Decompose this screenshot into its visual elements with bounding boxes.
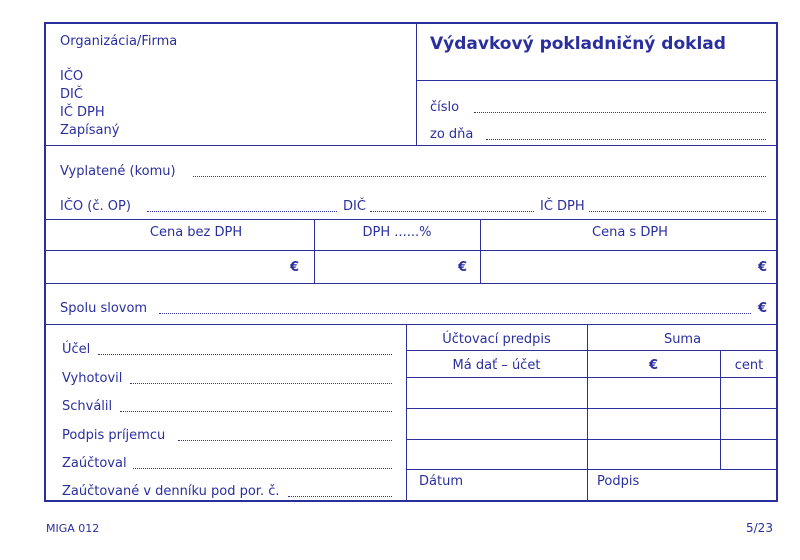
col-divider — [314, 219, 315, 283]
dic-label: DIČ — [60, 87, 83, 102]
spolu-currency: € — [758, 301, 768, 316]
payee-ic-dph-field[interactable] — [589, 211, 766, 212]
cena-s-dph-field[interactable]: € — [758, 260, 768, 275]
euro-header: € — [648, 358, 659, 373]
table-divider — [406, 408, 778, 409]
vyplatene-field[interactable] — [193, 176, 766, 177]
cent-header: cent — [734, 358, 764, 373]
dph-field[interactable]: € — [458, 260, 468, 275]
divider — [46, 324, 778, 325]
cena-bez-dph-field[interactable]: € — [290, 260, 300, 275]
cislo-field[interactable] — [474, 112, 766, 113]
cislo-label: číslo — [430, 100, 460, 115]
expense-receipt-form — [44, 22, 778, 502]
zauctovane-field[interactable] — [288, 496, 392, 497]
ico-op-label: IČO (č. OP) — [60, 199, 131, 214]
ucel-field[interactable] — [98, 354, 392, 355]
payee-ic-dph-label: IČ DPH — [540, 199, 585, 214]
zauctoval-field[interactable] — [133, 468, 392, 469]
table-divider — [406, 377, 778, 378]
spolu-label: Spolu slovom — [60, 301, 148, 316]
suma-header: Suma — [663, 332, 702, 347]
table-divider — [406, 439, 778, 440]
vyhotovil-label: Vyhotovil — [62, 371, 123, 386]
col-divider — [480, 219, 481, 283]
podpis-label: Podpis — [597, 474, 640, 489]
zo-dna-label: zo dňa — [430, 127, 474, 142]
payee-dic-label: DIČ — [343, 199, 366, 214]
divider — [46, 250, 778, 251]
divider — [46, 219, 778, 220]
cena-bez-dph-header: Cena bez DPH — [149, 225, 243, 240]
divider — [46, 145, 778, 146]
document-title: Výdavkový pokladničný doklad — [430, 34, 726, 54]
divider — [46, 283, 778, 284]
zapisany-label: Zapísaný — [60, 123, 120, 138]
ma-dat-ucet-header: Má dať – účet — [452, 358, 541, 373]
podpis-prijemcu-label: Podpis príjemcu — [62, 428, 166, 443]
ico-label: IČO — [60, 69, 84, 84]
zo-dna-field[interactable] — [486, 139, 766, 140]
table-divider — [406, 350, 778, 351]
dph-header: DPH ......% — [362, 225, 432, 240]
schvalil-field[interactable] — [120, 411, 392, 412]
zauctoval-label: Zaúčtoval — [62, 456, 127, 471]
cena-s-dph-header: Cena s DPH — [592, 225, 668, 240]
schvalil-label: Schválil — [62, 399, 113, 414]
org-label: Organizácia/Firma — [60, 34, 178, 49]
zauctovane-label: Zaúčtované v denníku pod por. č. — [62, 484, 280, 499]
table-divider — [406, 469, 778, 470]
header-divider — [416, 24, 417, 145]
uctovaci-predpis-header: Účtovací predpis — [442, 332, 551, 347]
spolu-field[interactable] — [159, 313, 751, 314]
payee-dic-field[interactable] — [370, 211, 534, 212]
podpis-prijemcu-field[interactable] — [178, 440, 392, 441]
ico-op-field[interactable] — [147, 211, 337, 212]
page-number: 5/23 — [746, 521, 773, 535]
ic-dph-label: IČ DPH — [60, 105, 105, 120]
vyplatene-label: Vyplatené (komu) — [60, 164, 176, 179]
title-divider — [416, 80, 778, 81]
datum-label: Dátum — [419, 474, 463, 489]
vyhotovil-field[interactable] — [130, 383, 392, 384]
ucel-label: Účel — [62, 342, 91, 357]
form-code: MIGA 012 — [46, 522, 100, 535]
